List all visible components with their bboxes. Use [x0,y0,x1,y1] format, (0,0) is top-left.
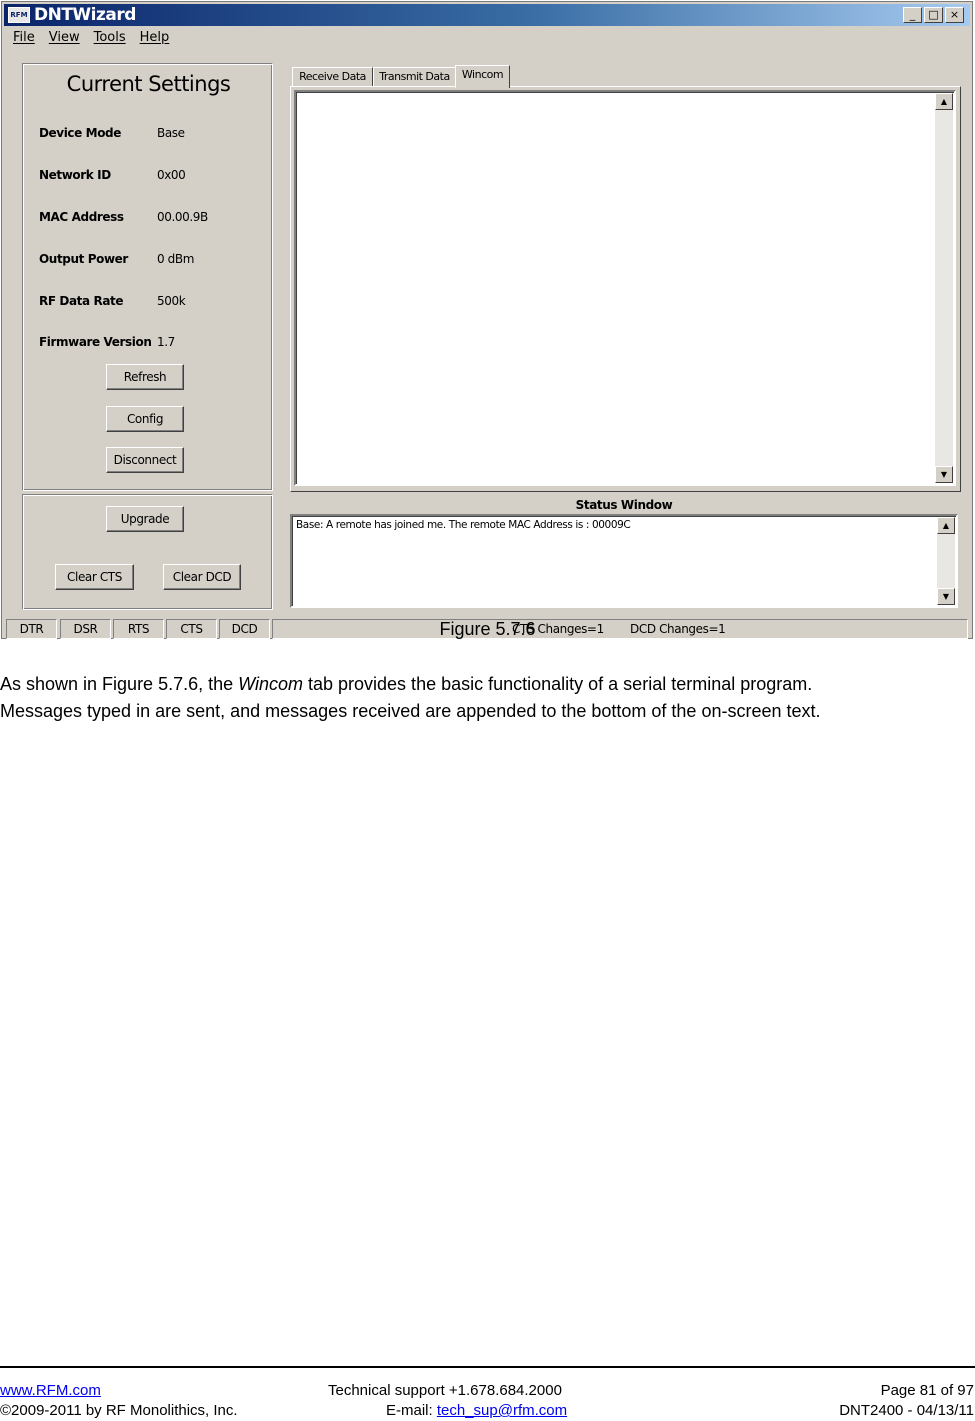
para-text-after: tab provides the basic functionality of a serial terminal program. [303,674,813,694]
disconnect-button[interactable]: Disconnect [106,447,184,473]
scroll-up-icon[interactable]: ▲ [937,517,955,534]
dcd-changes-count: DCD Changes=1 [630,622,726,636]
page-number: Page 81 of 97 [880,1382,974,1399]
email-link[interactable]: tech_sup@rfm.com [436,1402,568,1419]
menu-bar [6,28,176,48]
network-id-value: 0x00 [157,168,186,182]
upgrade-button[interactable]: Upgrade [106,506,184,532]
scroll-down-icon[interactable]: ▼ [935,466,953,483]
wincom-terminal-textarea[interactable] [294,90,956,486]
device-mode-value: Base [157,126,185,140]
rts-indicator: RTS [113,619,164,639]
dntwizard-window [1,1,973,639]
rf-data-rate-value: 500k [157,294,186,308]
status-window-title: Status Window [575,498,673,512]
cts-indicator: CTS [166,619,217,639]
paragraph-line-1 [0,671,975,698]
status-message: Base: A remote has joined me. The remote MAC Address is : 00009C [296,519,631,531]
title-bar [4,4,970,26]
clear-dcd-button[interactable]: Clear DCD [163,564,241,590]
email-label: E-mail: [386,1402,437,1419]
maximize-icon[interactable]: □ [924,7,943,23]
support-phone: Technical support +1.678.684.2000 [328,1382,562,1399]
paragraph-line-2: Messages typed in are sent, and messages received are appended to the bottom of the on-screen text. [0,701,821,721]
website-link[interactable]: www.RFM.com [0,1382,101,1399]
menu-view[interactable]: View [48,30,80,45]
footer-rule [0,1366,975,1368]
minimize-icon[interactable]: _ [903,7,922,23]
scroll-up-icon[interactable]: ▲ [935,93,953,110]
menu-help[interactable]: Help [139,30,170,45]
body-paragraph [0,671,975,725]
close-icon[interactable]: × [945,7,964,23]
status-scrollbar[interactable] [937,517,955,605]
device-mode-label: Device Mode [39,126,121,140]
email-line [386,1401,567,1421]
dcd-indicator: DCD [219,619,270,639]
tab-wincom[interactable]: Wincom [455,65,510,88]
figure-caption: Figure 5.7.6 [439,619,536,639]
terminal-scrollbar[interactable] [935,93,953,483]
scroll-down-icon[interactable]: ▼ [937,588,955,605]
copyright-text: ©2009-2011 by RF Monolithics, Inc. [0,1402,238,1419]
dsr-indicator: DSR [60,619,111,639]
firmware-version-label: Firmware Version [39,335,152,349]
window-title: DNTWizard [34,5,136,25]
current-settings-title: Current Settings [66,72,231,96]
app-icon: RFM [8,7,30,23]
mac-address-value: 00.00.9B [157,210,208,224]
output-power-label: Output Power [39,252,128,266]
cts-changes-count: CTS Changes=1 [512,622,604,636]
wincom-emphasis: Wincom [238,674,303,694]
menu-tools[interactable]: Tools [93,30,126,45]
para-text-before: As shown in Figure 5.7.6, the [0,674,239,694]
config-button[interactable]: Config [106,406,184,432]
clear-cts-button[interactable]: Clear CTS [55,564,134,590]
firmware-version-value: 1.7 [157,335,175,349]
dtr-indicator: DTR [6,619,57,639]
mac-address-label: MAC Address [39,210,124,224]
tab-receive-data[interactable]: Receive Data [292,67,373,87]
status-window-textarea[interactable] [290,514,958,608]
document-id: DNT2400 - 04/13/11 [839,1402,974,1419]
refresh-button[interactable]: Refresh [106,364,184,390]
rf-data-rate-label: RF Data Rate [39,294,124,308]
tab-transmit-data[interactable]: Transmit Data [373,67,456,87]
menu-file[interactable]: File [13,30,35,45]
output-power-value: 0 dBm [157,252,194,266]
network-id-label: Network ID [39,168,111,182]
